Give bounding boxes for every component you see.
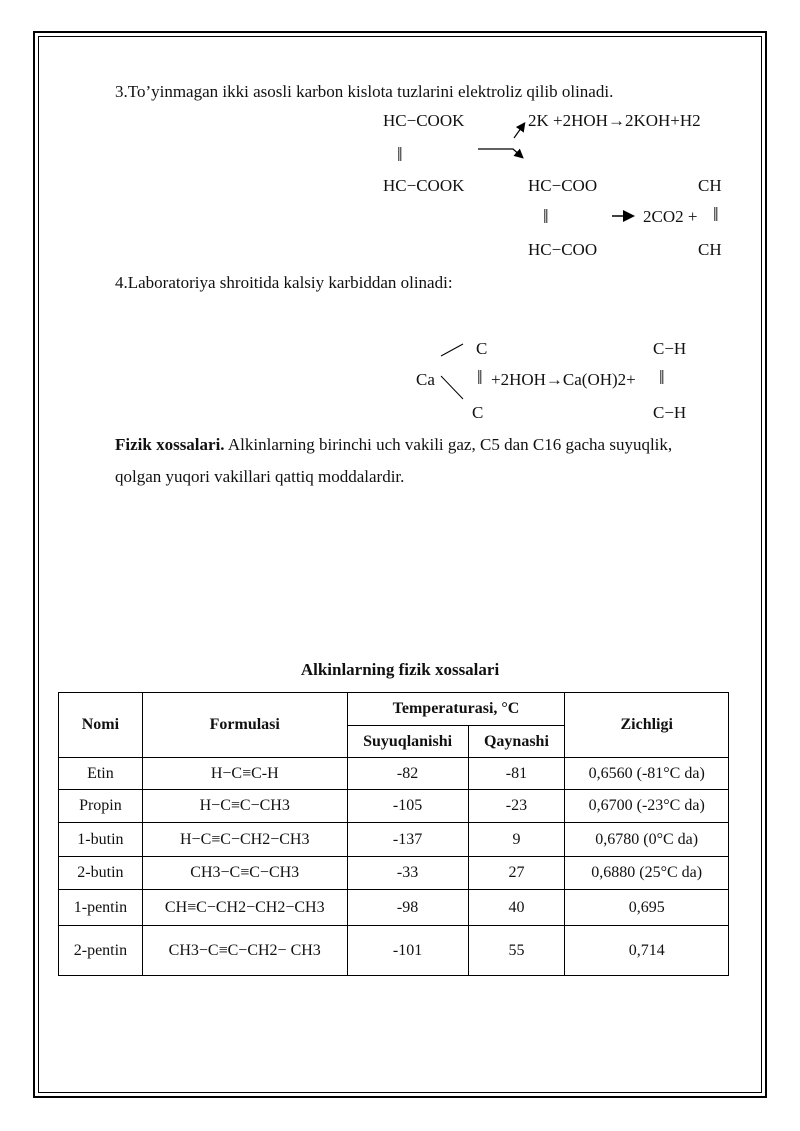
cell-melting: -33 [347, 857, 468, 890]
product-potassium-hydroxide: 2K +2HOH→2KOH+H2 [528, 111, 701, 130]
cell-density: 0,714 [565, 926, 729, 976]
cell-boiling: -23 [468, 790, 565, 823]
alkyne-properties-table [58, 692, 729, 976]
cell-density: 0,6700 (-23°C da) [565, 790, 729, 823]
carbide-double-bond: ‖ [477, 367, 483, 389]
table-row [59, 890, 729, 926]
acetylene-top: C−H [653, 339, 687, 358]
product2-bottom: HC−COO [528, 240, 598, 259]
header-boiling: Qaynashi [468, 726, 565, 758]
cell-melting: -137 [347, 823, 468, 857]
cell-name: 1-pentin [59, 890, 143, 926]
table-caption: Alkinlarning fizik xossalari [300, 660, 500, 679]
reactant-top: HC−COOK [383, 111, 465, 130]
cell-melting: -82 [347, 758, 468, 790]
cell-name: 1-butin [59, 823, 143, 857]
header-temperature: Temperaturasi, °C [347, 693, 565, 726]
calcium-carbide-reaction: +2HOH→Ca(OH)2+ [491, 370, 636, 389]
physical-properties-label: Fizik xossalari. [115, 435, 225, 454]
product3-text: 2CO2 + [643, 207, 698, 226]
cell-name: Etin [59, 758, 143, 790]
section3-heading: 3.To’yinmagan ikki asosli karbon kislota tuzlarini elektroliz qilib olinadi. [115, 82, 614, 101]
carbide-c-bottom: C [472, 403, 484, 422]
acetylene-double-bond: ‖ [659, 367, 665, 389]
cell-density: 0,6880 (25°C da) [565, 857, 729, 890]
physical-properties-line1 [115, 435, 672, 455]
cell-boiling: -81 [468, 758, 565, 790]
cell-density: 0,695 [565, 890, 729, 926]
carbide-c-top: C [476, 339, 488, 358]
table-row [59, 790, 729, 823]
cell-density: 0,6560 (-81°C da) [565, 758, 729, 790]
calcium-symbol: Ca [416, 370, 435, 389]
cell-formula: CH≡C−CH2−CH2−CH3 [142, 890, 347, 926]
arrow-up-diagonal [514, 124, 524, 138]
cell-formula: CH3−C≡C−CH2− CH3 [142, 926, 347, 976]
acetylene-bottom: C−H [653, 403, 687, 422]
cell-name: 2-pentin [59, 926, 143, 976]
product3-double-bond: ‖ [713, 204, 719, 226]
header-formula: Formulasi [142, 693, 347, 758]
ca-bond-top [441, 344, 463, 356]
cell-boiling: 9 [468, 823, 565, 857]
table-row [59, 926, 729, 976]
cell-melting: -98 [347, 890, 468, 926]
header-name: Nomi [59, 693, 143, 758]
arrow-down-diagonal [478, 149, 522, 157]
cell-formula: H−C≡C-H [142, 758, 347, 790]
cell-formula: H−C≡C−CH2−CH3 [142, 823, 347, 857]
ca-bond-bottom [441, 376, 463, 399]
reactant-bottom: HC−COOK [383, 176, 465, 195]
header-melting: Suyuqlanishi [347, 726, 468, 758]
product3-top: CH [698, 176, 722, 195]
table-row [59, 758, 729, 790]
physical-properties-text1: Alkinlarning birinchi uch vakili gaz, C5 dan C16 gacha suyuqlik, [224, 435, 673, 454]
product3-bottom: CH [698, 240, 722, 259]
cell-name: Propin [59, 790, 143, 823]
cell-boiling: 55 [468, 926, 565, 976]
section4-heading: 4.Laboratoriya shroitida kalsiy karbiddan olinadi: [115, 273, 453, 292]
product2-top: HC−COO [528, 176, 598, 195]
cell-boiling: 40 [468, 890, 565, 926]
table-row [59, 857, 729, 890]
cell-density: 0,6780 (0°C da) [565, 823, 729, 857]
cell-melting: -105 [347, 790, 468, 823]
cell-melting: -101 [347, 926, 468, 976]
product2-double-bond: ‖ [543, 206, 549, 228]
header-density: Zichligi [565, 693, 729, 758]
cell-formula: H−C≡C−CH3 [142, 790, 347, 823]
table-row [59, 823, 729, 857]
reactant-double-bond: ‖ [397, 144, 403, 166]
cell-name: 2-butin [59, 857, 143, 890]
cell-formula: CH3−C≡C−CH3 [142, 857, 347, 890]
cell-boiling: 27 [468, 857, 565, 890]
physical-properties-line2: qolgan yuqori vakillari qattiq moddalardir. [115, 467, 405, 486]
